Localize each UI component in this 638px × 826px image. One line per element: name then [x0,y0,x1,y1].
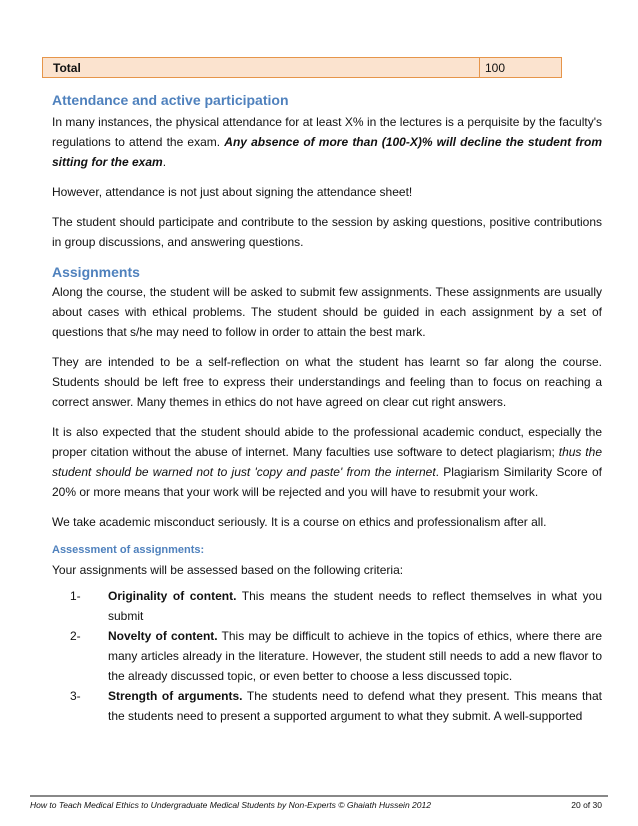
list-item-title: Novelty of content. [108,629,218,643]
list-item-number: 1- [70,589,81,603]
assignments-p3-emphasis: thus the student should be warned not to just 'copy and paste' from the internet [52,445,602,479]
assessment-intro: Your assignments will be assessed based on the following criteria: [52,563,404,577]
list-item [70,586,602,626]
attendance-heading: Attendance and active participation [52,92,289,108]
assignments-paragraph-3 [52,422,602,502]
total-row [42,57,562,78]
list-item-text: The students need to defend what they present. This means that the students need to present a supported argument to what they submit. A well-supported [108,689,602,723]
list-item-title: Strength of arguments. [108,689,243,703]
list-item-text: This means the student needs to reflect themselves in what you submit [108,589,602,623]
assignments-paragraph-1: Along the course, the student will be asked to submit few assignments. These assignments are usually about cases with ethical problems. The student should be guided in each assignment by a set of questions that s/he may need to follow in order to attain the best mark. [52,285,602,339]
footer-text: How to Teach Medical Ethics to Undergraduate Medical Students by Non-Experts © Ghaiath Hussein 2012 [30,800,431,810]
total-value: 100 [485,61,506,75]
assignments-paragraph-2: They are intended to be a self-reflection on what the student has learnt so far along the course. Students should be left free to express their understandings and feeling than to focus on reaching a correct answer. Many themes in ethics do not have agreed on clear cut right answers. [52,355,602,409]
page-number: 20 of 30 [571,800,602,810]
total-label: Total [43,58,480,77]
assignments-p3-text: It is also expected that the student should abide to the professional academic conduct, especially the proper citation without the abuse of internet. Many faculties use software to detect plagiarism; [52,425,602,459]
list-item-number: 3- [70,689,81,703]
list-item-title: Originality of content. [108,589,237,603]
attendance-p1-emphasis: Any absence of more than (100-X)% will decline the student from sitting for the exam [52,135,603,169]
assignments-paragraph-4: We take academic misconduct seriously. It is a course on ethics and professionalism after all. [52,515,547,529]
list-item [70,686,602,726]
attendance-paragraph-2: However, attendance is not just about signing the attendance sheet! [52,185,413,199]
list-item [70,626,602,686]
attendance-paragraph-3: The student should participate and contribute to the session by asking questions, positive contributions in group discussions, and answering questions. [52,215,602,249]
assessment-heading: Assessment of assignments: [52,544,205,556]
assignments-p3-end: . Plagiarism Similarity Score of 20% or more means that your work will be rejected and you will have to resubmit your work. [52,465,602,499]
attendance-paragraph-1 [52,112,602,172]
list-item-number: 2- [70,629,81,643]
attendance-p1-end: . [162,155,167,169]
list-item-text: This may be difficult to achieve in the topics of ethics, where there are many articles already in the literature. However, the student still needs to add a new flavor to the already discussed topic, or even better to choose a less discussed topic. [108,629,602,683]
page-footer [30,795,608,810]
main-content [52,92,602,726]
criteria-list [52,586,602,726]
attendance-p1-text: In many instances, the physical attendance for at least X% in the lectures is a perquisite by the faculty's regulations to attend the exam. [52,115,602,149]
assignments-heading: Assignments [52,264,140,280]
